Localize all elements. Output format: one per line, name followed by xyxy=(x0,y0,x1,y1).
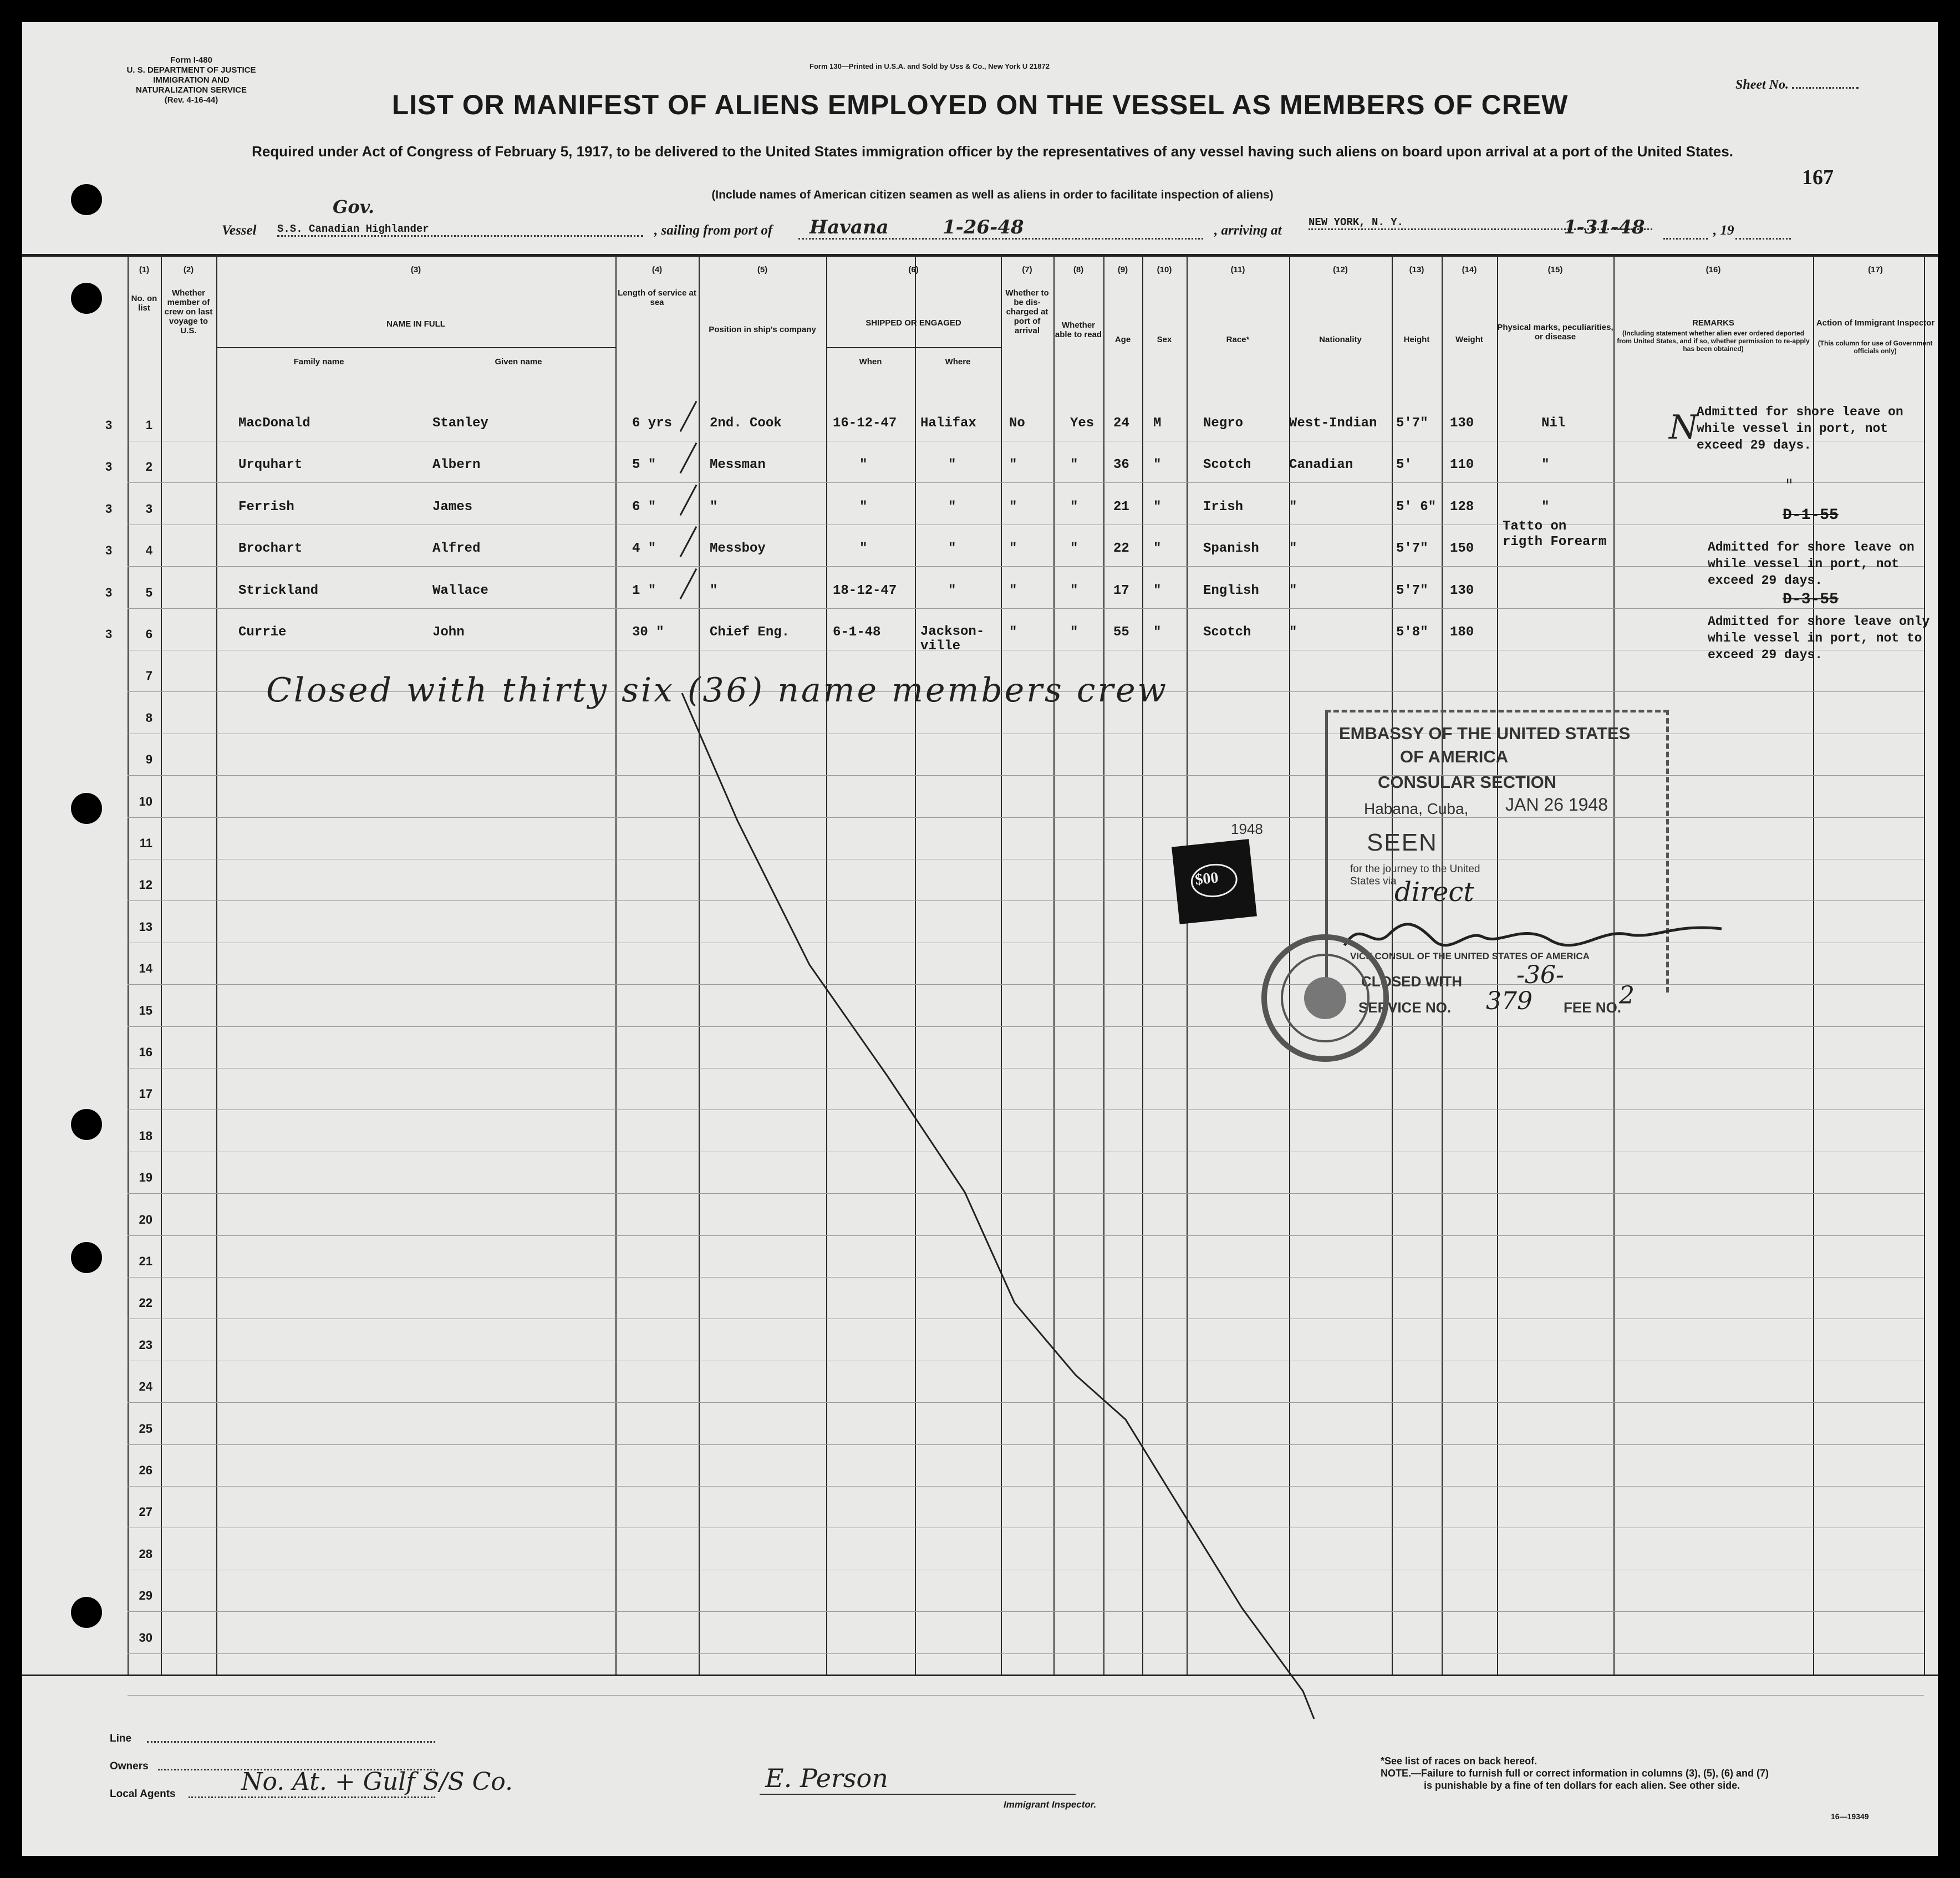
form-number: Form I-480 xyxy=(170,55,212,65)
remark-code: D-3-55 xyxy=(1783,591,1839,608)
column-number: (4) xyxy=(651,265,663,274)
column-number: (11) xyxy=(1230,265,1245,274)
header-position: Position in ship's company xyxy=(709,325,816,334)
cell-race: English xyxy=(1203,583,1259,598)
column-number: (7) xyxy=(1022,265,1032,274)
sailing-port: Havana xyxy=(810,216,889,238)
cell-family: Brochart xyxy=(238,541,303,557)
row-number: 29 xyxy=(139,1589,152,1603)
row-number: 18 xyxy=(139,1128,152,1143)
cell-family: Strickland xyxy=(238,583,319,598)
cell-weight: 130 xyxy=(1450,416,1474,431)
cell-race: Scotch xyxy=(1203,625,1251,640)
cell-weight: 128 xyxy=(1450,499,1474,515)
column-number: (13) xyxy=(1409,265,1424,274)
arriving-label: , arriving at xyxy=(1214,223,1282,238)
cell-marks: Tatto on rigth Forearm xyxy=(1503,519,1607,550)
cell-nationality: " xyxy=(1289,541,1297,557)
page-title: LIST OR MANIFEST OF ALIENS EMPLOYED ON THE VESSEL AS MEMBERS OF CREW xyxy=(391,89,1569,120)
cell-height: 5'7" xyxy=(1396,416,1428,431)
row-number: 6 xyxy=(145,627,152,641)
row-number: 8 xyxy=(145,710,152,725)
header-height: Height xyxy=(1403,335,1430,344)
cell-race: Spanish xyxy=(1203,541,1259,557)
column-number: (8) xyxy=(1073,265,1084,274)
row-number: 13 xyxy=(139,919,152,934)
row-number: 20 xyxy=(139,1212,152,1226)
cell-position: " xyxy=(710,499,718,515)
header-remarks: REMARKS xyxy=(1692,318,1734,328)
cell-when: " xyxy=(859,457,868,473)
cell-service: 30 " xyxy=(632,625,664,640)
column-number: (12) xyxy=(1333,265,1348,274)
cell-service: 5 " xyxy=(632,457,656,473)
cell-sex: M xyxy=(1153,416,1162,431)
stamp-of-america: OF AMERICA xyxy=(1400,747,1509,766)
cell-service: 6 " xyxy=(632,499,656,515)
header-sex: Sex xyxy=(1157,335,1172,344)
owners-label: Owners xyxy=(110,1760,149,1772)
header-remarks-note: (Including statement whether alien ever ordered deported from United States, and if so, whether permission to re-apply has been obtained) xyxy=(1617,329,1810,353)
department-name: U. S. DEPARTMENT OF JUSTICE xyxy=(126,65,256,75)
column-number: (6) xyxy=(908,265,919,274)
stamp-service-number: 379 xyxy=(1486,987,1533,1015)
header-physical-marks: Physical marks, peculiarities, or disease xyxy=(1497,323,1613,342)
stamp-vice-consul: VICE CONSUL OF THE UNITED STATES OF AMERICA xyxy=(1350,951,1590,961)
cell-where: Jackson-ville xyxy=(920,624,985,654)
header-inspector-action: Action of Immigrant Inspector xyxy=(1816,318,1935,328)
cell-sex: " xyxy=(1153,625,1162,640)
printer-line: Form 130—Printed in U.S.A. and Sold by Uss & Co., New York U 21872 xyxy=(810,62,1050,70)
inclusion-note: (Include names of American citizen seamen as well as aliens in order to facilitate inspection of aliens) xyxy=(711,189,1274,201)
header-length-of-service: Length of service at sea xyxy=(618,288,696,307)
row-prefix: 3 xyxy=(105,585,113,599)
header-given-name: Given name xyxy=(495,357,542,367)
consul-signature xyxy=(1339,912,1727,956)
cell-service: 1 " xyxy=(632,583,656,598)
cell-position: " xyxy=(710,583,718,598)
stamp-fee-number: 2 xyxy=(1619,981,1635,1010)
cell-marks: " xyxy=(1541,499,1550,515)
cell-sex: " xyxy=(1153,499,1162,515)
fee-stamp-value: $00 xyxy=(1194,869,1219,889)
row-number: 11 xyxy=(139,836,152,850)
cell-when: " xyxy=(859,499,868,515)
cell-where: " xyxy=(948,583,956,598)
cell-read: " xyxy=(1070,583,1078,598)
remark-3: Admitted for shore leave only while vessel in port, not to exceed 29 days. xyxy=(1708,614,1930,662)
stamp-via-handwritten: direct xyxy=(1394,877,1474,908)
column-number: (16) xyxy=(1706,265,1721,274)
arriving-date: 1-31-48 xyxy=(1564,216,1645,238)
inspector-signature: E. Person xyxy=(765,1763,888,1793)
header-crew-last-voyage: Whether member of crew on last voyage to U.S. xyxy=(164,288,213,335)
cell-where: Halifax xyxy=(920,416,976,431)
sailing-date: 1-26-48 xyxy=(943,216,1024,238)
fee-stamp-year: 1948 xyxy=(1231,821,1263,837)
row-number: 7 xyxy=(145,669,152,683)
cell-read: " xyxy=(1070,541,1078,557)
cell-nationality: " xyxy=(1289,499,1297,515)
local-agents-value: No. At. + Gulf S/S Co. xyxy=(241,1768,513,1796)
stamp-consular-section: CONSULAR SECTION xyxy=(1378,772,1557,792)
cell-when: " xyxy=(859,541,868,557)
row-number: 30 xyxy=(139,1630,152,1645)
cell-family: MacDonald xyxy=(238,416,310,431)
header-nationality: Nationality xyxy=(1319,335,1362,344)
cell-discharged: No xyxy=(1009,416,1025,431)
header-shipped-engaged: SHIPPED OR ENGAGED xyxy=(866,318,961,328)
cell-when: 6-1-48 xyxy=(833,625,881,640)
cell-nationality: " xyxy=(1289,625,1297,640)
header-age: Age xyxy=(1114,335,1131,344)
row-number: 1 xyxy=(145,418,152,432)
row-number: 2 xyxy=(145,460,152,474)
cell-weight: 180 xyxy=(1450,625,1474,640)
column-number: (2) xyxy=(183,265,194,274)
row-number: 21 xyxy=(139,1254,152,1268)
form-revision: (Rev. 4-16-44) xyxy=(164,95,218,105)
row-prefix: 3 xyxy=(105,501,113,516)
cell-read: " xyxy=(1070,457,1078,473)
stamp-journey: for the journey to the United States via xyxy=(1350,863,1480,887)
cell-read: Yes xyxy=(1070,416,1094,431)
cell-service: 4 " xyxy=(632,541,656,557)
cell-where: " xyxy=(948,457,956,473)
row-number: 16 xyxy=(139,1045,152,1059)
cell-family: Urquhart xyxy=(238,457,303,473)
row-number: 24 xyxy=(139,1380,152,1394)
row-number: 15 xyxy=(139,1003,152,1017)
header-name-in-full: NAME IN FULL xyxy=(386,319,445,329)
header-when: When xyxy=(859,357,882,367)
service-name: IMMIGRATION AND NATURALIZATION SERVICE xyxy=(135,75,247,95)
cell-age: 22 xyxy=(1113,541,1129,557)
remark-2: Admitted for shore leave on while vessel in port, not exceed 29 days. xyxy=(1708,540,1915,588)
cell-given: Stanley xyxy=(432,416,488,431)
row-number: 4 xyxy=(145,543,152,558)
stamp-city: Habana, Cuba, xyxy=(1364,800,1469,817)
column-number: (3) xyxy=(410,265,421,274)
row-prefix: 3 xyxy=(105,543,113,558)
row-number: 23 xyxy=(139,1337,152,1352)
column-number: (1) xyxy=(139,265,150,274)
vessel-name: S.S. Canadian Highlander xyxy=(277,223,643,237)
row-number: 14 xyxy=(139,961,152,976)
remark-code: D-1-55 xyxy=(1783,507,1839,524)
inspector-label: Immigrant Inspector. xyxy=(1004,1799,1097,1810)
cell-age: 24 xyxy=(1113,416,1129,431)
cell-service: 6 yrs xyxy=(632,416,673,431)
cell-given: Wallace xyxy=(432,583,488,598)
cell-where: " xyxy=(948,499,956,515)
races-footnote: *See list of races on back hereof. xyxy=(1381,1755,1538,1767)
consular-seal xyxy=(1259,932,1392,1065)
cell-position: Messman xyxy=(710,457,766,473)
cell-age: 55 xyxy=(1113,625,1129,640)
row-number: 9 xyxy=(145,752,152,767)
row-number: 25 xyxy=(139,1421,152,1436)
cell-sex: " xyxy=(1153,541,1162,557)
cell-nationality: Canadian xyxy=(1289,457,1353,473)
cell-sex: " xyxy=(1153,583,1162,598)
stamp-embassy: EMBASSY OF THE UNITED STATES xyxy=(1339,724,1631,743)
header-family-name: Family name xyxy=(293,357,344,367)
stamp-service-label: SERVICE NO. xyxy=(1358,999,1452,1016)
arriving-port: NEW YORK, N. Y. xyxy=(1309,216,1652,230)
stamp-seen: SEEN xyxy=(1367,829,1438,856)
column-number: (15) xyxy=(1547,265,1563,274)
header-inspector-note: (This column for use of Government officials only) xyxy=(1818,339,1933,355)
row-number: 3 xyxy=(145,501,152,516)
column-number: (9) xyxy=(1117,265,1128,274)
cell-weight: 130 xyxy=(1450,583,1474,598)
cell-given: Alfred xyxy=(432,541,481,557)
cell-age: 21 xyxy=(1113,499,1129,515)
cell-when: 18-12-47 xyxy=(833,583,897,598)
fee-stamp xyxy=(1159,821,1264,932)
row-number: 27 xyxy=(139,1505,152,1519)
row-prefix: 3 xyxy=(105,418,113,432)
column-number: (5) xyxy=(757,265,768,274)
cell-given: John xyxy=(432,625,465,640)
row-prefix: 3 xyxy=(105,460,113,474)
column-number: (17) xyxy=(1868,265,1883,274)
cell-read: " xyxy=(1070,499,1078,515)
cell-discharged: " xyxy=(1009,583,1017,598)
cell-position: 2nd. Cook xyxy=(710,416,782,431)
cell-age: 36 xyxy=(1113,457,1129,473)
cell-given: James xyxy=(432,499,473,515)
header-no-on-list: No. on list xyxy=(131,294,157,313)
cell-position: Chief Eng. xyxy=(710,625,790,640)
form-code: 16—19349 xyxy=(1831,1812,1869,1821)
cell-height: 5' 6" xyxy=(1396,499,1437,515)
cell-weight: 110 xyxy=(1450,457,1474,473)
cell-discharged: " xyxy=(1009,457,1017,473)
act-requirement: Required under Act of Congress of February 5, 1917, to be delivered to the United States immigration officer by the representatives of any vessel having such aliens on board upon arrival at a port of the United States. xyxy=(252,143,1733,160)
row-number: 5 xyxy=(145,585,152,599)
header-race: Race* xyxy=(1226,335,1250,344)
stamp-closed-label: CLOSED WITH xyxy=(1361,973,1462,990)
cell-family: Ferrish xyxy=(238,499,294,515)
cell-family: Currie xyxy=(238,625,287,640)
cell-sex: " xyxy=(1153,457,1162,473)
stamp-date: JAN 26 1948 xyxy=(1505,795,1608,815)
header-discharged: Whether to be dis-charged at port of arrival xyxy=(1005,288,1049,335)
cell-height: 5'7" xyxy=(1396,583,1428,598)
column-number: (10) xyxy=(1157,265,1172,274)
remarks-initials: N xyxy=(1669,408,1698,447)
header-where: Where xyxy=(945,357,971,367)
sheet-number-label: Sheet No. xyxy=(1735,78,1789,92)
cell-read: " xyxy=(1070,625,1078,640)
row-prefix: 3 xyxy=(105,627,113,641)
row-number: 22 xyxy=(139,1296,152,1310)
row-number: 28 xyxy=(139,1546,152,1561)
cell-discharged: " xyxy=(1009,625,1017,640)
cell-race: Scotch xyxy=(1203,457,1251,473)
cell-position: Messboy xyxy=(710,541,766,557)
row-number: 19 xyxy=(139,1170,152,1185)
closing-statement: Closed with thirty six (36) name members crew xyxy=(266,671,1169,710)
row-number: 12 xyxy=(139,878,152,892)
row-number: 26 xyxy=(139,1463,152,1477)
cell-marks: " xyxy=(1541,457,1550,473)
column-number: (14) xyxy=(1462,265,1477,274)
ditto-mark: " xyxy=(1785,476,1793,495)
cell-height: 5'7" xyxy=(1396,541,1428,557)
cell-discharged: " xyxy=(1009,499,1017,515)
cell-nationality: " xyxy=(1289,583,1297,598)
stamp-fee-label: FEE NO. xyxy=(1564,999,1622,1016)
vessel-label: Vessel xyxy=(222,223,257,238)
stamp-closed-count: -36- xyxy=(1516,961,1564,989)
remark-1: Admitted for shore leave on while vessel in port, not exceed 29 days. xyxy=(1697,405,1903,452)
cell-when: 16-12-47 xyxy=(833,416,897,431)
row-number: 10 xyxy=(139,794,152,808)
cell-where: " xyxy=(948,541,956,557)
page-number: 167 xyxy=(1802,166,1834,189)
line-label: Line xyxy=(110,1733,132,1744)
vessel-prefix-handwritten: Gov. xyxy=(333,196,375,217)
cell-discharged: " xyxy=(1009,541,1017,557)
cell-marks: Nil xyxy=(1541,416,1566,431)
header-weight: Weight xyxy=(1455,335,1483,344)
manifest-sheet xyxy=(22,22,1938,1856)
header-able-to-read: Whether able to read xyxy=(1055,320,1102,339)
cell-given: Albern xyxy=(432,457,481,473)
cell-race: Negro xyxy=(1203,416,1244,431)
cell-nationality: West-Indian xyxy=(1289,416,1377,431)
sailing-label: , sailing from port of xyxy=(654,223,773,238)
cell-race: Irish xyxy=(1203,499,1244,515)
cell-height: 5' xyxy=(1396,457,1412,473)
penalty-note: NOTE.—Failure to furnish full or correct information in columns (3), (5), (6) and (7) is punishable by a fine of ten dollars for each alien. See other side. xyxy=(1381,1768,1769,1791)
row-number: 17 xyxy=(139,1087,152,1101)
year-prefix: , 19 xyxy=(1713,223,1734,238)
local-agents-label: Local Agents xyxy=(110,1788,176,1800)
cell-age: 17 xyxy=(1113,583,1129,598)
cell-height: 5'8" xyxy=(1396,625,1428,640)
cell-weight: 150 xyxy=(1450,541,1474,557)
